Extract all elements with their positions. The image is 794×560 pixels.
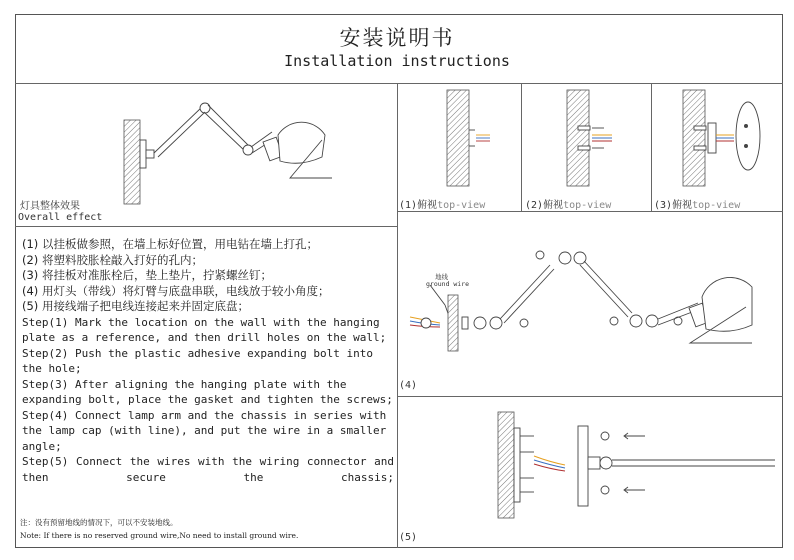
view-3-drawing (676, 88, 776, 188)
note-cn: 注：没有预留地线的情况下，可以不安装地线。 (20, 518, 178, 527)
view-2-caption: (2)俯视top-view (525, 200, 612, 211)
divider (15, 226, 397, 227)
divider (397, 396, 783, 397)
step-cn-5: (5) 用接线端子把电线连接起来并固定底盘； (22, 299, 249, 313)
page-subtitle: Installation instructions (284, 52, 510, 70)
instruction-steps (22, 237, 394, 485)
step-en-3: Step(3) After aligning the hanging plate with the expanding bolt, place the gasket and tighten the screws; (22, 377, 393, 406)
step-en-1: Step(1) Mark the location on the wall with the hanging plate as a reference, and then drill holes on the wall; (22, 315, 387, 344)
page-title: 安装说明书 (339, 26, 455, 50)
step-5-drawing (400, 400, 780, 540)
step-cn-4: (4) 用灯头（带线）将灯臂与底盘串联，电线放于较小角度； (22, 283, 330, 298)
step-en-4: Step(4) Connect lamp arm and the chassis in series with the lamp cap (with line), and put the wire in a smaller angle; (22, 408, 387, 453)
overall-caption-en: Overall effect (18, 212, 103, 223)
step-cn-2: (2) 将塑料胶胀栓敲入打好的孔内； (22, 252, 203, 267)
divider (15, 83, 783, 84)
divider (521, 83, 522, 211)
step-5-label: (5) (399, 532, 418, 543)
step-4-label: (4) (399, 380, 418, 391)
step-4-drawing (400, 225, 780, 375)
divider (397, 83, 398, 548)
step-cn-3: (3) 将挂板对准胀栓后，垫上垫片，拧紧螺丝钉； (22, 268, 272, 282)
overall-caption-cn: 灯具整体效果 (20, 201, 80, 212)
view-1-caption: (1)俯视top-view (399, 200, 486, 211)
ground-wire-label-cn: 地线 (435, 273, 448, 281)
ground-wire-label-en: ground wire (426, 280, 470, 288)
view-1-drawing (440, 88, 500, 188)
overall-lamp-drawing (110, 95, 350, 205)
divider (651, 83, 652, 211)
view-3-caption: (3)俯视top-view (654, 200, 741, 211)
step-cn-1: (1) 以挂板做参照，在墙上标好位置，用电钻在墙上打孔； (22, 237, 318, 251)
note-en: Note: If there is no reserved ground wire,No need to install ground wire. (20, 531, 299, 540)
divider (397, 211, 783, 212)
step-en-2: Step(2) Push the plastic adhesive expanding bolt into the hole; (22, 346, 373, 375)
view-2-drawing (560, 88, 630, 188)
step-en-5: Step(5) Connect the wires with the wiring connector and then secure the chassis; (22, 455, 394, 484)
